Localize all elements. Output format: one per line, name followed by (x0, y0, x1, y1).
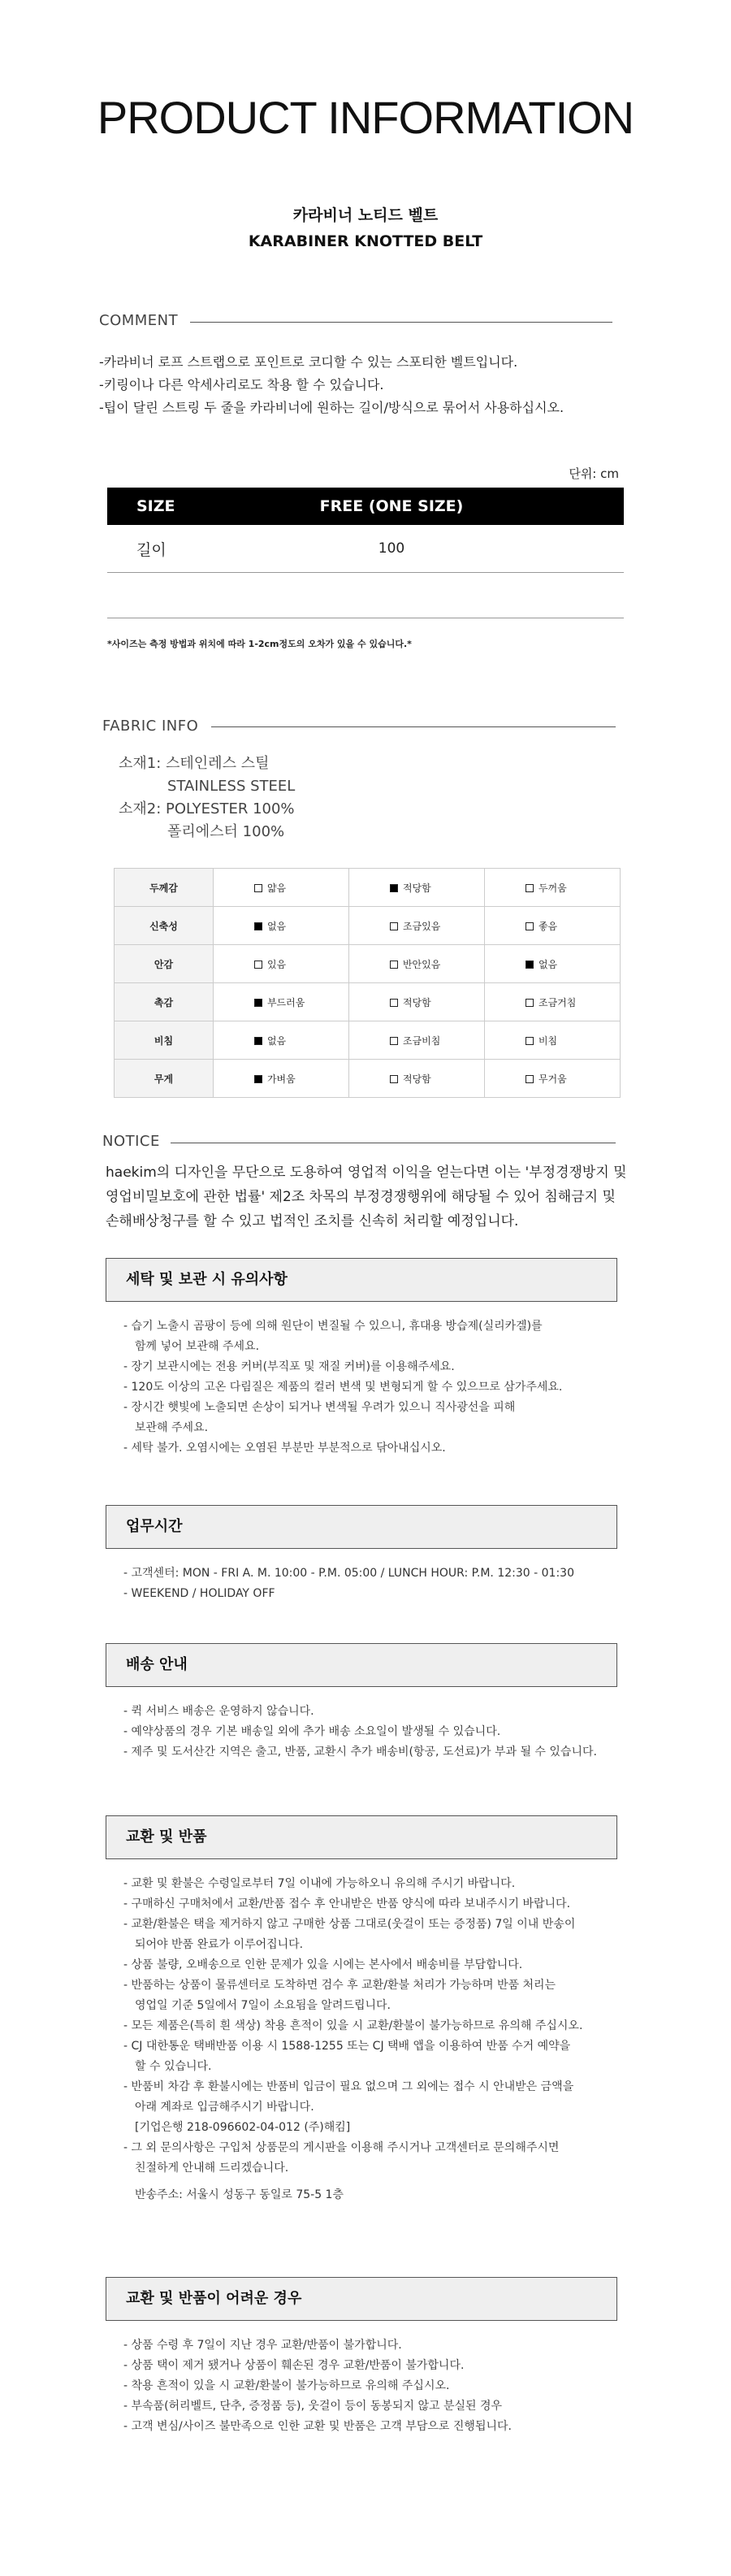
guide-item: - CJ 대한통운 택배반품 이용 시 1588-1255 또는 CJ 택배 앱을 이용하여 반품 수거 예약을 (123, 2040, 571, 2053)
property-option-label: 무거움 (538, 1073, 567, 1085)
guide-item: 영업일 기준 5일에서 7일이 소요됨을 알려드립니다. (135, 1999, 391, 2012)
property-option-label: 조금비침 (402, 1034, 441, 1047)
comment-divider (190, 322, 612, 323)
guide-item: - 세탁 불가. 오염시에는 오염된 부분만 부분적으로 닦아내십시오. (123, 1442, 446, 1455)
property-option-label: 적당함 (402, 996, 431, 1008)
guide-item: 친절하게 안내해 드리겠습니다. (135, 2162, 289, 2175)
property-option-label: 조금있음 (402, 920, 441, 932)
size-table (107, 488, 624, 573)
property-option (213, 869, 348, 907)
property-option-label: 없음 (266, 920, 287, 932)
guide-section-title: 교환 및 반품 (106, 1815, 617, 1859)
guide-item: - 상품 수령 후 7일이 지난 경우 교환/반품이 불가합니다. (123, 2339, 402, 2352)
comment-text (99, 351, 564, 419)
property-row (115, 1060, 621, 1098)
property-option (484, 945, 620, 983)
guide-item: - 반품비 차감 후 환불시에는 반품비 입금이 필요 없으며 그 외에는 접수 시 안내받은 금액을 (123, 2080, 574, 2093)
property-row (115, 869, 621, 907)
property-option-label: 부드러움 (266, 996, 305, 1008)
fabric-divider (211, 726, 616, 727)
checked-box-icon (390, 884, 398, 892)
property-option-label: 적당함 (402, 1073, 431, 1085)
guide-item: - 퀵 서비스 배송은 운영하지 않습니다. (123, 1705, 314, 1718)
property-option (213, 907, 348, 945)
guide-section-list (123, 1563, 627, 1604)
property-label: 신축성 (115, 907, 214, 945)
property-option (348, 1060, 484, 1098)
fabric-properties-table (114, 868, 621, 1098)
size-row-value: 100 (378, 540, 405, 557)
property-label: 비침 (115, 1021, 214, 1060)
guide-item: - 예약상품의 경우 기본 배송일 외에 추가 배송 소요일이 발생될 수 있습니다. (123, 1725, 501, 1738)
guide-item: - 구매하신 구매처에서 교환/반품 접수 후 안내받은 반품 양식에 따라 보내주시기 바랍니다. (123, 1897, 571, 1910)
guide-item: 반송주소: 서울시 성동구 동일로 75-5 1층 (135, 2188, 344, 2201)
size-table-row (107, 525, 624, 573)
property-option-label: 비침 (538, 1034, 558, 1047)
guide-item: 할 수 있습니다. (135, 2060, 212, 2073)
property-option-label: 적당함 (402, 882, 431, 894)
property-option (484, 869, 620, 907)
guide-item: 함께 넣어 보관해 주세요. (135, 1340, 260, 1353)
guide-item: - 상품 불량, 오배송으로 인한 문제가 있을 시에는 본사에서 배송비를 부담합니다. (123, 1958, 523, 1971)
notice-line: 영업비밀보호에 관한 법률' 제2조 차목의 부정경쟁행위에 해당될 수 있어 침해금지 및 (106, 1189, 616, 1205)
guide-section-title: 교환 및 반품이 어려운 경우 (106, 2277, 617, 2321)
property-option (213, 1021, 348, 1060)
property-option (213, 983, 348, 1021)
guide-item: - 장기 보관시에는 전용 커버(부직포 및 재질 커버)를 이용해주세요. (123, 1360, 455, 1373)
guide-item: - 착용 흔적이 있을 시 교환/환불이 불가능하므로 유의해 주십시오. (123, 2379, 450, 2392)
property-row (115, 983, 621, 1021)
checked-box-icon (254, 999, 262, 1007)
notice-text (106, 1160, 627, 1234)
property-row (115, 945, 621, 983)
unchecked-box-icon (526, 999, 534, 1007)
fabric-line: 소재1: 스테인레스 스틸 (119, 755, 270, 772)
property-option (348, 983, 484, 1021)
guide-item: - 제주 및 도서산간 지역은 출고, 반품, 교환시 추가 배송비(항공, 도선료)가 부과 될 수 있습니다. (123, 1746, 597, 1759)
comment-line: -팁이 달린 스트링 두 줄을 카라비너에 원하는 길이/방식으로 묶어서 사용하십시오. (99, 400, 564, 415)
unchecked-box-icon (390, 922, 398, 930)
size-row-label: 길이 (136, 540, 167, 559)
property-label: 두께감 (115, 869, 214, 907)
unchecked-box-icon (390, 999, 398, 1007)
unchecked-box-icon (390, 1075, 398, 1083)
guide-item: - 부속품(허리벨트, 단추, 증정품 등), 웃걸이 등이 동봉되지 않고 분실된 경우 (123, 2400, 503, 2413)
property-option (213, 945, 348, 983)
guide-item (123, 2179, 627, 2185)
fabric-info (119, 752, 295, 843)
property-option-label: 없음 (538, 958, 558, 970)
guide-item: - 120도 이상의 고온 다림질은 제품의 컬러 변색 및 변형되게 할 수 있으므로 삼가주세요. (123, 1381, 563, 1394)
property-label: 촉감 (115, 983, 214, 1021)
size-note: *사이즈는 측정 방법과 위치에 따라 1-2cm정도의 오차가 있을 수 있습니다.* (107, 639, 412, 649)
guide-section-title: 세탁 및 보관 시 유의사항 (106, 1258, 617, 1302)
guide-item: - 그 외 문의사항은 구입처 상품문의 게시판을 이용해 주시거나 고객센터로 문의해주시면 (123, 2141, 560, 2154)
comment-line: -카라비너 로프 스트랩으로 포인트로 코디할 수 있는 스포티한 벨트입니다. (99, 354, 518, 370)
unchecked-box-icon (254, 884, 262, 892)
guide-item: - 고객센터: MON - FRI A. M. 10:00 - P.M. 05:00 / LUNCH HOUR: P.M. 12:30 - 01:30 (123, 1567, 574, 1580)
unchecked-box-icon (526, 1037, 534, 1045)
property-option-label: 반안있음 (402, 958, 441, 970)
property-option (484, 1060, 620, 1098)
property-option-label: 조금거침 (538, 996, 577, 1008)
fabric-line: 소재2: POLYESTER 100% (119, 800, 295, 817)
guide-section-list (123, 1702, 627, 1763)
property-option (348, 907, 484, 945)
property-option-label: 얇음 (266, 882, 287, 894)
guide-item: [기업은행 218-096602-04-012 (주)해킴] (135, 2121, 351, 2134)
fabric-heading: FABRIC INFO (102, 718, 199, 735)
guide-item: - 모든 제품은(특히 흰 색상) 착용 흔적이 있을 시 교환/환불이 불가능하므로 유의해 주십시오. (123, 2019, 583, 2032)
checked-box-icon (254, 1037, 262, 1045)
property-option (348, 945, 484, 983)
fabric-line: 폴리에스터 100% (167, 823, 285, 840)
property-option (484, 907, 620, 945)
property-option (484, 1021, 620, 1060)
property-option (484, 983, 620, 1021)
guide-item: 보관해 주세요. (135, 1421, 209, 1434)
notice-line: haekim의 디자인을 무단으로 도용하여 영업적 이익을 얻는다면 이는 '부정경쟁방지 및 (106, 1164, 627, 1181)
property-option-label: 두꺼움 (538, 882, 567, 894)
product-name-ko: 카라비너 노티드 벨트 (292, 206, 439, 224)
fabric-line: STAINLESS STEEL (167, 778, 296, 795)
guide-item: - 습기 노출시 곰팡이 등에 의해 원단이 변질될 수 있으니, 휴대용 방습제(실리카겔)를 (123, 1320, 543, 1333)
guide-item: - 반품하는 상품이 물류센터로 도착하면 검수 후 교환/환불 처리가 가능하며 반품 처리는 (123, 1979, 556, 1992)
checked-box-icon (254, 922, 262, 930)
size-header-label: SIZE (136, 497, 175, 515)
property-label: 무게 (115, 1060, 214, 1098)
notice-line: 손해배상청구를 할 수 있고 법적인 조치를 신속히 처리할 예정입니다. (106, 1213, 519, 1229)
guide-item: - WEEKEND / HOLIDAY OFF (123, 1587, 275, 1600)
guide-section-title: 배송 안내 (106, 1643, 617, 1687)
size-unit: 단위: cm (569, 466, 619, 481)
guide-item: - 고객 변심/사이즈 불만족으로 인한 교환 및 반품은 고객 부담으로 진행됩니다. (123, 2420, 512, 2433)
size-header-value: FREE (ONE SIZE) (319, 497, 464, 515)
guide-item: - 교환/환불은 택을 제거하지 않고 구매한 상품 그대로(웃걸이 또는 증정품) 7일 이내 반송이 (123, 1918, 576, 1931)
property-option-label: 있음 (266, 958, 287, 970)
checked-box-icon (254, 1075, 262, 1083)
property-option (348, 1021, 484, 1060)
guide-item: - 상품 택이 제거 됐거나 상품이 훼손된 경우 교환/반품이 불가합니다. (123, 2359, 465, 2372)
property-option-label: 가벼움 (266, 1073, 296, 1085)
comment-heading: COMMENT (99, 312, 179, 329)
property-option (348, 869, 484, 907)
property-label: 안감 (115, 945, 214, 983)
comment-line: -키링이나 다른 악세사리로도 착용 할 수 있습니다. (99, 377, 384, 392)
notice-heading: NOTICE (102, 1133, 160, 1150)
guide-section-title: 업무시간 (106, 1505, 617, 1549)
product-name-en: KARABINER KNOTTED BELT (248, 232, 483, 250)
guide-item: - 교환 및 환불은 수령일로부터 7일 이내에 가능하오니 유의해 주시기 바랍니다. (123, 1877, 516, 1890)
property-option-label: 없음 (266, 1034, 287, 1047)
checked-box-icon (526, 961, 534, 969)
guide-item: 아래 계좌로 입금해주시기 바랍니다. (135, 2101, 314, 2114)
property-row (115, 907, 621, 945)
size-table-header (107, 488, 624, 525)
unchecked-box-icon (526, 884, 534, 892)
page-title: PRODUCT INFORMATION (97, 92, 634, 143)
unchecked-box-icon (526, 922, 534, 930)
property-option (213, 1060, 348, 1098)
property-option-label: 좋음 (538, 920, 558, 932)
unchecked-box-icon (390, 961, 398, 969)
property-row (115, 1021, 621, 1060)
guide-section-list (123, 1874, 627, 2205)
guide-section-list (123, 2335, 627, 2437)
guide-section-list (123, 1316, 627, 1459)
unchecked-box-icon (254, 961, 262, 969)
unchecked-box-icon (390, 1037, 398, 1045)
unchecked-box-icon (526, 1075, 534, 1083)
guide-item: - 장시간 햇빛에 노출되면 손상이 되거나 변색될 우려가 있으니 직사광선을 피해 (123, 1401, 516, 1414)
guide-item: 되어야 반품 완료가 이루어집니다. (135, 1938, 304, 1951)
